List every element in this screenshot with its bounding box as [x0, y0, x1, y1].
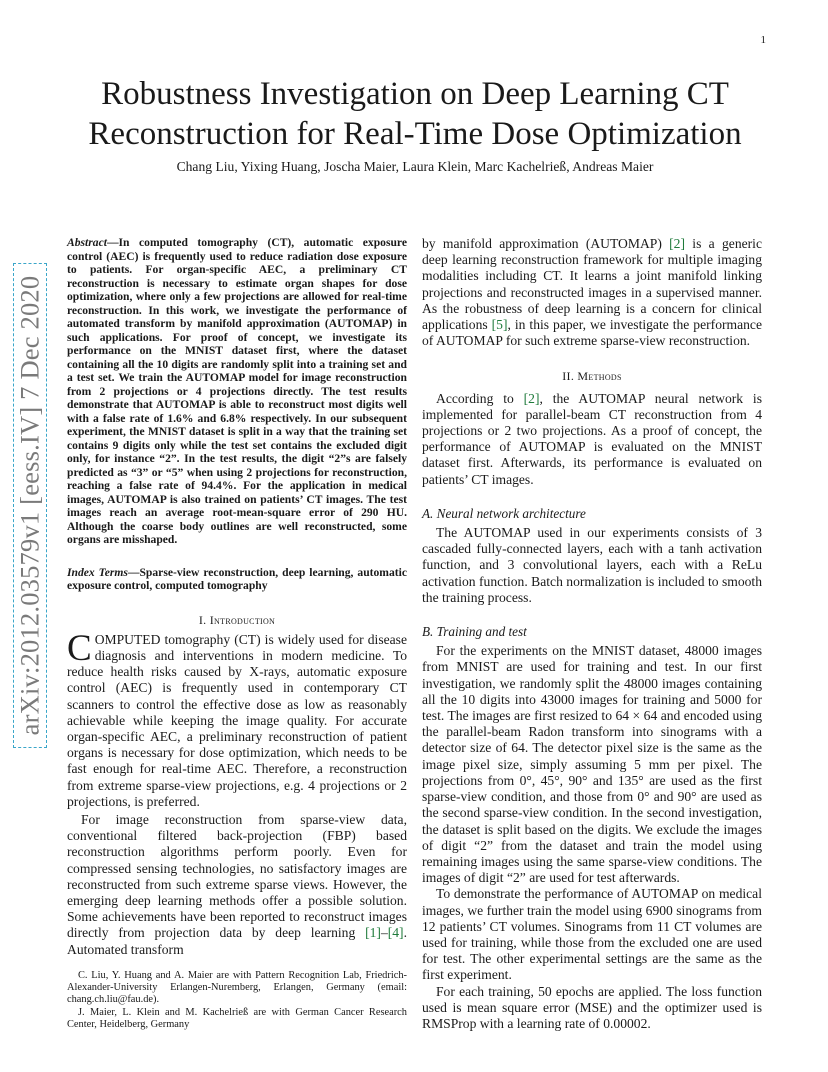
intro-paragraph-2-text-b: . Automated transform	[67, 925, 407, 957]
footnote-affiliation-2: J. Maier, L. Klein and M. Kachelrieß are with German Cancer Research Center, Heidelberg, Germany	[67, 1006, 407, 1030]
citation-link-1[interactable]: [1]	[365, 925, 381, 941]
training-paragraph-3: For each training, 50 epochs are applied. The loss function used is mean square error (MSE) and the optimizer used is RMSProp with a learning rate of 0.00002.	[422, 983, 762, 1031]
abstract-label: Abstract	[67, 236, 107, 249]
architecture-paragraph: The AUTOMAP used in our experiments consists of 3 cascaded fully-connected layers, each with a tanh activation function, and 3 convolutional layers, each with a ReLu activation function. Batch normalization is included to smooth the training process.	[422, 525, 762, 605]
citation-link-2b[interactable]: [2]	[523, 390, 540, 406]
author-list: Chang Liu, Yixing Huang, Joscha Maier, Laura Klein, Marc Kachelrieß, Andreas Maier	[176, 159, 654, 174]
index-terms	[67, 566, 407, 593]
index-terms-label: Index Terms	[67, 565, 128, 579]
methods-paragraph-1	[422, 391, 762, 488]
methods-paragraph-1-text-b: , the AUTOMAP neural network is implemented for parallel-beam CT reconstruction from 4 projections or 2 two projections. As a proof of concept, the performance of AUTOMAP is evaluated on the MNIST dataset first. Afterwards, its performance is evaluated on patients’ CT images.	[422, 390, 763, 487]
arxiv-identifier: arXiv:2012.03579v1 [eess.IV] 7 Dec 2020	[14, 275, 45, 736]
title-line-2: Reconstruction for Real-Time Dose Optimization	[88, 116, 742, 152]
citation-link-2[interactable]: [2]	[669, 236, 686, 251]
right-column	[422, 236, 762, 1032]
title-line-1: Robustness Investigation on Deep Learning CT	[101, 76, 729, 112]
subsection-heading-architecture: A. Neural network architecture	[422, 505, 586, 521]
index-terms-text: —Sparse-view reconstruction, deep learning, automatic exposure control, computed tomography	[67, 565, 407, 592]
subsection-heading-training: B. Training and test	[422, 624, 527, 640]
intro-paragraph-3-text-c: , in this paper, we investigate the performance of AUTOMAP for such extreme sparse-view reconstruction.	[422, 317, 762, 349]
footnote-affiliation-1: C. Liu, Y. Huang and A. Maier are with Pattern Recognition Lab, Friedrich-Alexander-University Erlangen-Nuremberg, Erlangen, Germany (email: chang.ch.liu@fau.de).	[67, 969, 407, 1006]
page-number: 1	[760, 34, 766, 46]
intro-paragraph-2-text-a: For image reconstruction from sparse-view data, conventional filtered back-projection (FBP) based reconstruction algorithms perform poorly. Even for compressed sensing technologies, no satisfactory images are reconstructed from such extreme sparse views. However, the emerging deep learning methods offer a possible solution. Some achievements have been reported to reconstruct images directly from projection data by deep learning	[67, 811, 407, 941]
section-heading-methods: II. Methods	[562, 369, 622, 384]
abstract-text: —In computed tomography (CT), automatic exposure control (AEC) is frequently used to reduce radiation dose exposure to patients. For organ-specific AEC, a preliminary CT reconstruction is necessary to estimate organ shapes for dose optimization, where only a few projections are allowed for real-time reconstruction. In this work, we investigate the performance of automated transform by manifold approximation (AUTOMAP) in such applications. For proof of concept, we investigate its performance on the MNIST dataset first, where the dataset containing all the 10 digits are randomly split into a training set and a test set. We train the AUTOMAP model for image reconstruction from 2 projections or 4 projections directly. The test results demonstrate that AUTOMAP is able to reconstruct most digits well with a false rate of 1.6% and 6.8% respectively. In our subsequent experiment, the MNIST dataset is split in a way that the training set contains 9 digits only while the test set contains the excluded digit only, for instance “2”. In the test results, the digit “2”s are falsely predicted as “3” or “5” when using 2 projections for reconstruction, reaching a false rate of 94.4%. For the application in medical images, AUTOMAP is also trained on patients’ CT images. The test images reach an average root-mean-square error of 290 HU. Although the coarse body outlines are well reconstructed, some organs are misshaped.	[67, 236, 407, 546]
section-heading-introduction: I. Introduction	[198, 612, 276, 627]
intro-paragraph-1-text: OMPUTED tomography (CT) is widely used for disease diagnosis and interventions in modern medicine. To reduce health risks caused by X-rays, automatic exposure control (AEC) is frequently used in contemporary CT scanners to control the effective dose as low as reasonably achievable while keeping the image quality. For accurate organ-specific AEC, a preliminary reconstruction of patient organs is necessary for dose optimization, which needs to be fast enough for real-time AEC. Therefore, a reconstruction from extreme sparse-view projections, e.g. 4 projections or 2 projections, is preferred.	[67, 631, 407, 809]
arxiv-identifier-box[interactable]	[13, 263, 47, 748]
paper-title	[60, 74, 770, 154]
intro-paragraph-3-text-b: is a generic deep learning reconstruction framework for multiple imaging modalities including CT. It learns a joint manifold linking projections and reconstructed images in a supervised manner. As the robustness of deep learning is a concern for clinical applications	[422, 236, 762, 333]
citation-link-4[interactable]: [4]	[387, 925, 404, 941]
citation-dash: –	[380, 925, 388, 941]
methods-paragraph-1-text-a: According to	[436, 390, 524, 406]
training-paragraph-2: To demonstrate the performance of AUTOMAP on medical images, we further train the model using 6900 sinograms from 12 patients’ CT volumes. Sinograms from 11 CT volumes are used for training, while those from the excluded one are used for test. The other experimental settings are the same as the first experiment.	[422, 886, 762, 983]
drop-cap: C	[67, 627, 92, 669]
intro-paragraph-3-text-a: by manifold approximation (AUTOMAP)	[422, 236, 670, 251]
intro-paragraph-3	[422, 236, 762, 349]
citation-link-5[interactable]: [5]	[491, 317, 508, 333]
left-column	[67, 236, 407, 1031]
abstract	[67, 236, 407, 547]
intro-paragraph-1	[67, 627, 407, 810]
footnotes	[67, 970, 407, 1031]
intro-paragraph-2	[67, 812, 407, 958]
training-paragraph-1: For the experiments on the MNIST dataset, 48000 images from MNIST are used for training and test. In our first investigation, we randomly split the 48000 images containing all the 10 digits into 43000 images for training and 5000 for test. The images are first resized to 64 × 64 and encoded using the parallel-beam Radon transform into sinograms with a detector size of 64. The detector pixel size is the same as the image pixel size, simply assuming 5 mm per pixel. The projections from 0°, 45°, 90° and 135° are used as the first sparse-view condition, and those from 0° and 90° are used as the second sparse-view condition. In the second investigation, the dataset is split based on the digits. We exclude the images of digit “2” from the dataset and train the model using remaining images using the same sparse-view conditions. The images of digit “2” are used for test afterwards.	[422, 643, 762, 886]
